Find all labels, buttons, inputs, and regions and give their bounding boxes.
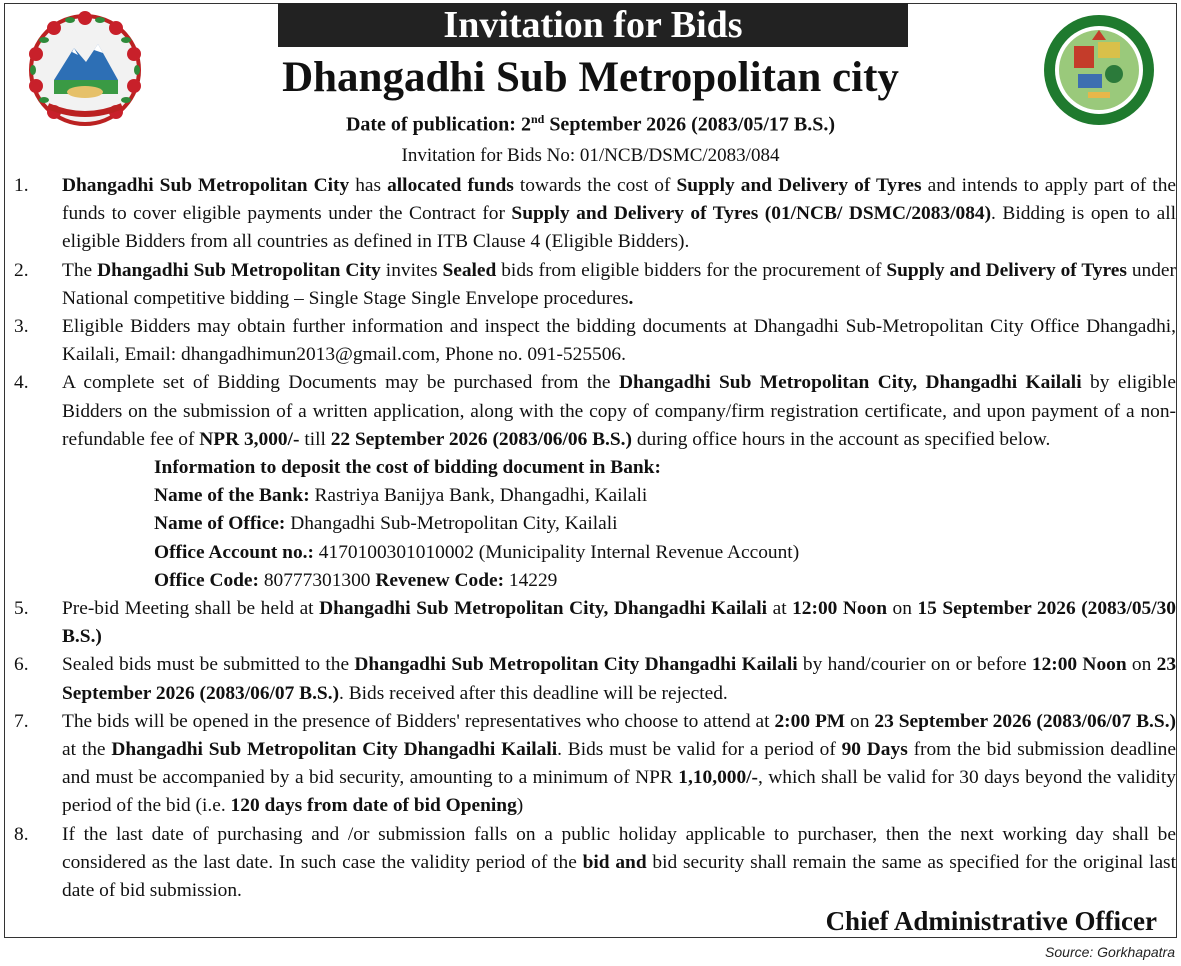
bold-text-segment: 23 September 2026 (2083/06/07 B.S.) xyxy=(62,654,1177,704)
text-segment: at xyxy=(767,598,793,620)
bold-text-segment: 12:00 Noon xyxy=(792,598,888,620)
text-segment: bid security shall remain the same as specified for the original last date of bid submission. xyxy=(62,851,1176,902)
list-item xyxy=(14,257,1176,313)
list-item-number: 7. xyxy=(14,710,29,732)
list-item-number: 2. xyxy=(14,259,29,281)
list-item xyxy=(14,369,1176,595)
page-title-banner: Invitation for Bids xyxy=(278,3,908,47)
text-segment: during office hours in the account as specified below. xyxy=(631,428,1051,450)
list-item-text xyxy=(62,821,1176,906)
bold-text-segment: 22 September 2026 (2083/06/06 B.S.) xyxy=(330,428,632,450)
signatory-title: Chief Administrative Officer xyxy=(825,906,1157,936)
list-item-text xyxy=(62,651,1176,707)
bold-text-segment: Dhangadhi Sub Metropolitan City xyxy=(97,259,381,281)
bold-text-segment: . xyxy=(628,287,634,309)
bank-info-label: Name of the Bank: xyxy=(154,485,310,507)
list-item-text xyxy=(62,172,1176,257)
bank-info-value: Rastriya Banijya Bank, Dhangadhi, Kailali xyxy=(309,485,648,507)
bold-text-segment: bid and xyxy=(582,851,647,873)
text-segment: bids from eligible bidders for the procurement of xyxy=(496,259,887,281)
bid-number: Invitation for Bids No: 01/NCB/DSMC/2083/084 xyxy=(401,145,780,166)
bank-info-line xyxy=(62,454,1176,482)
bank-info-line xyxy=(62,539,1176,567)
list-item-text xyxy=(62,708,1176,821)
text-segment: by eligible Bidders on the submission of a written application, along with the copy of company/firm registration certificate, and upon payment of a non-refundable fee of xyxy=(62,372,1176,450)
text-segment: . Bids must be valid for a period of xyxy=(557,739,842,761)
publication-date-suffix: September 2026 (2083/05/17 B.S.) xyxy=(544,113,836,136)
list-item xyxy=(14,595,1176,651)
publication-date-ordinal: nd xyxy=(530,112,545,126)
bank-info-value: 80777301300 xyxy=(259,569,376,591)
text-segment: ) xyxy=(516,795,524,817)
text-segment: . Bids received after this deadline will be rejected. xyxy=(339,682,728,704)
list-item xyxy=(14,651,1176,707)
bold-text-segment: 12:00 Noon xyxy=(1031,654,1127,676)
notice-body xyxy=(14,172,1176,905)
bold-text-segment: allocated funds xyxy=(387,175,514,196)
bold-text-segment: 120 days from date of bid Opening xyxy=(230,795,517,817)
bold-text-segment: 1,10,000/- xyxy=(678,767,758,789)
text-segment: A complete set of Bidding Documents may be purchased from the xyxy=(62,372,619,394)
list-item-number: 1. xyxy=(14,175,29,196)
text-segment: on xyxy=(1126,654,1157,676)
list-item-text xyxy=(62,595,1176,651)
text-segment: at the xyxy=(62,739,112,761)
bold-text-segment: Dhangadhi Sub Metropolitan City xyxy=(62,175,350,196)
list-item-number: 4. xyxy=(14,372,29,394)
text-segment: , which shall be valid for 30 days beyond the validity period of the bid (i.e. xyxy=(62,767,1177,817)
bold-text-segment: Dhangadhi Sub Metropolitan City, Dhangadhi Kailali xyxy=(618,372,1082,394)
list-item xyxy=(14,821,1176,906)
list-item-number: 3. xyxy=(14,316,29,338)
bold-text-segment: Supply and Delivery of Tyres xyxy=(886,259,1127,281)
text-segment: Eligible Bidders may obtain further information and inspect the bidding documents at Dhangadhi Sub-Metropolitan City Office Dhangadhi, Kailali, Email: dhangadhimun2013@gmail.com, Phone no. 091-525506. xyxy=(62,316,1176,366)
list-item-text xyxy=(62,369,1176,595)
bank-info-label: Name of Office: xyxy=(154,513,286,535)
list-item-text xyxy=(62,313,1176,369)
bold-text-segment: 23 September 2026 (2083/06/07 B.S.) xyxy=(874,710,1176,732)
text-segment: Sealed bids must be submitted to the xyxy=(62,654,355,676)
bold-text-segment: 15 September 2026 (2083/05/30 B.S.) xyxy=(62,598,1177,648)
list-item xyxy=(14,172,1176,257)
bank-info-line xyxy=(62,510,1176,538)
text-segment: on xyxy=(887,598,918,620)
publication-date xyxy=(0,106,1181,138)
bold-text-segment: Dhangadhi Sub Metropolitan City Dhangadhi Kailali xyxy=(111,739,558,761)
text-segment: till xyxy=(299,428,331,450)
bank-info-value: 14229 xyxy=(504,569,558,591)
text-segment: Pre-bid Meeting shall be held at xyxy=(62,598,320,620)
organization-name: Dhangadhi Sub Metropolitan city xyxy=(282,54,899,101)
bank-info-line xyxy=(62,482,1176,510)
list-item-number: 5. xyxy=(14,598,29,620)
list-item-text xyxy=(62,257,1176,313)
text-segment: on xyxy=(845,710,875,732)
text-segment: from the bid submission deadline and must be accompanied by a bid security, amounting to a minimum of NPR xyxy=(62,739,1176,789)
bank-info-value: Dhangadhi Sub-Metropolitan City, Kailali xyxy=(285,513,618,535)
bank-info-label: Information to deposit the cost of bidding document in Bank: xyxy=(154,457,661,479)
text-segment: and intends to apply part of the funds to cover eligible payments under the Contract for xyxy=(62,175,1176,225)
text-segment: by hand/courier on or before xyxy=(797,654,1032,676)
text-segment: The bids will be opened in the presence of Bidders' representatives who choose to attend at xyxy=(62,710,775,732)
text-segment: has xyxy=(349,175,388,196)
bold-text-segment: 90 Days xyxy=(841,739,908,761)
source-credit: Source: Gorkhapatra xyxy=(1045,944,1175,960)
bold-text-segment: 2:00 PM xyxy=(774,710,846,732)
bank-info-label: Office Code: xyxy=(154,569,259,591)
bank-info-label: Revenew Code: xyxy=(375,569,505,591)
text-segment: towards the cost of xyxy=(513,175,677,196)
bold-text-segment: Dhangadhi Sub Metropolitan City Dhangadhi Kailali xyxy=(354,654,798,676)
list-item-number: 8. xyxy=(14,823,29,845)
bank-info-value: 4170100301010002 (Municipality Internal Revenue Account) xyxy=(313,541,800,563)
list-item-number: 6. xyxy=(14,654,29,676)
list-item xyxy=(14,708,1176,821)
list-item xyxy=(14,313,1176,369)
publication-date-prefix: Date of publication: 2 xyxy=(345,113,531,136)
bold-text-segment: Supply and Delivery of Tyres xyxy=(676,175,922,196)
bold-text-segment: Dhangadhi Sub Metropolitan City, Dhangadhi Kailali xyxy=(319,598,768,620)
text-segment: . Bidding is open to all eligible Bidders from all countries as defined in ITB Clause 4 (Eligible Bidders). xyxy=(62,203,1176,253)
text-segment: under National competitive bidding – Single Stage Single Envelope procedures xyxy=(62,259,1176,309)
bank-info-line xyxy=(62,567,1176,595)
text-segment: If the last date of purchasing and /or submission falls on a public holiday applicable to purchaser, then the next working day shall be considered as the last date. In such case the validity period of the xyxy=(62,823,1176,873)
bold-text-segment: Sealed xyxy=(442,259,497,281)
bold-text-segment: Supply and Delivery of Tyres (01/NCB/ DSMC/2083/084) xyxy=(511,203,992,225)
bank-info-label: Office Account no.: xyxy=(154,541,314,563)
text-segment: The xyxy=(62,259,98,281)
bold-text-segment: NPR 3,000/- xyxy=(199,428,300,450)
text-segment: invites xyxy=(380,259,443,281)
